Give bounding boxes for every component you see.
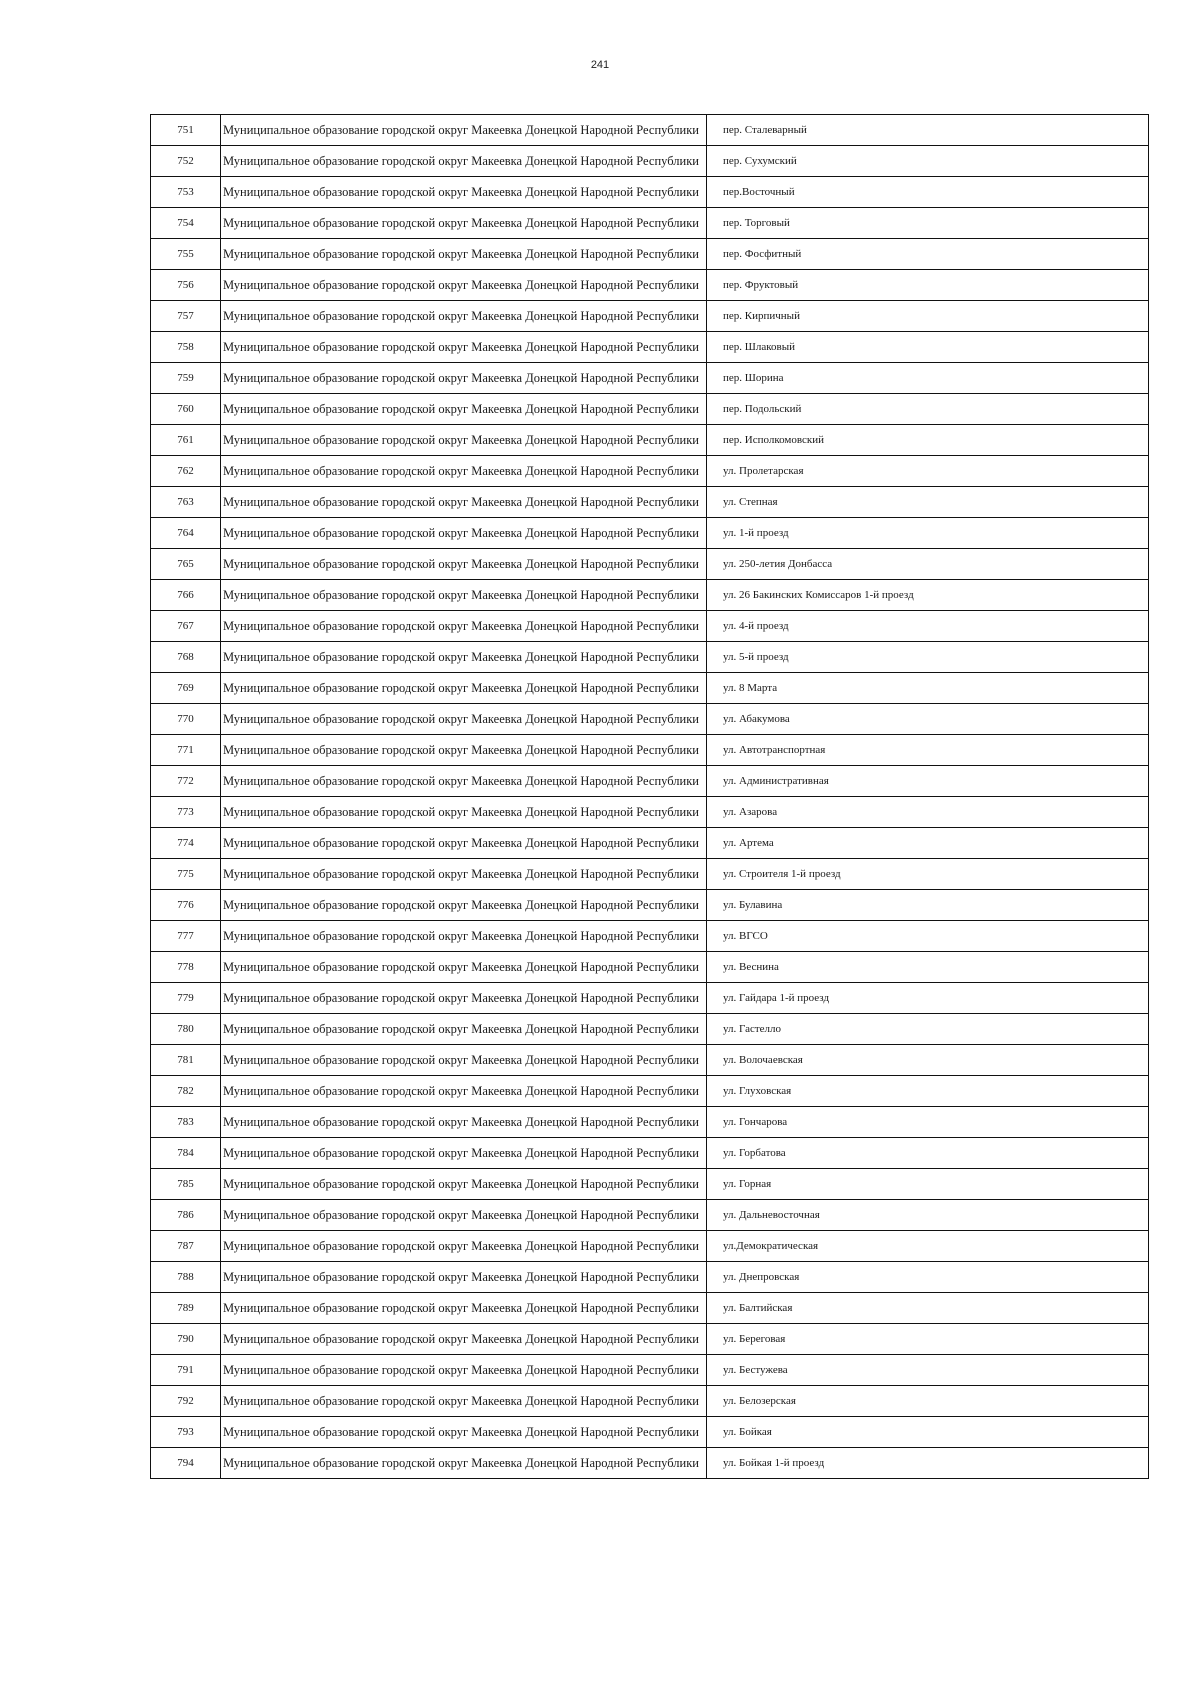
street-name: пер. Сталеварный [707,115,1149,146]
row-number: 778 [151,952,221,983]
table-row [151,828,1149,859]
table-row [151,952,1149,983]
street-name: ул. 5-й проезд [707,642,1149,673]
row-number: 764 [151,518,221,549]
row-number: 786 [151,1200,221,1231]
municipality-name: Муниципальное образование городской округ Макеевка Донецкой Народной Республики [221,456,707,487]
table-row [151,1262,1149,1293]
row-number: 758 [151,332,221,363]
row-number: 784 [151,1138,221,1169]
municipality-name: Муниципальное образование городской округ Макеевка Донецкой Народной Республики [221,828,707,859]
municipality-name: Муниципальное образование городской округ Макеевка Донецкой Народной Республики [221,1076,707,1107]
table-row [151,735,1149,766]
row-number: 780 [151,1014,221,1045]
row-number: 791 [151,1355,221,1386]
row-number: 782 [151,1076,221,1107]
registry-table [150,114,1149,1479]
row-number: 770 [151,704,221,735]
table-row [151,1355,1149,1386]
table-row [151,487,1149,518]
street-name: пер. Кирпичный [707,301,1149,332]
row-number: 781 [151,1045,221,1076]
table-row [151,1293,1149,1324]
municipality-name: Муниципальное образование городской округ Макеевка Донецкой Народной Республики [221,301,707,332]
street-name: ул. 1-й проезд [707,518,1149,549]
street-name: ул. Гайдара 1-й проезд [707,983,1149,1014]
table-row [151,115,1149,146]
row-number: 775 [151,859,221,890]
municipality-name: Муниципальное образование городской округ Макеевка Донецкой Народной Республики [221,1169,707,1200]
street-name: ул. Береговая [707,1324,1149,1355]
street-name: пер. Подольский [707,394,1149,425]
municipality-name: Муниципальное образование городской округ Макеевка Донецкой Народной Республики [221,642,707,673]
row-number: 762 [151,456,221,487]
street-name: ул. Горная [707,1169,1149,1200]
table-row [151,1324,1149,1355]
table-row [151,1448,1149,1479]
row-number: 790 [151,1324,221,1355]
street-name: пер. Фосфитный [707,239,1149,270]
street-name: ул. Днепровская [707,1262,1149,1293]
street-name: ул. Дальневосточная [707,1200,1149,1231]
table-row [151,1138,1149,1169]
municipality-name: Муниципальное образование городской округ Макеевка Донецкой Народной Республики [221,208,707,239]
municipality-name: Муниципальное образование городской округ Макеевка Донецкой Народной Республики [221,146,707,177]
municipality-name: Муниципальное образование городской округ Макеевка Донецкой Народной Республики [221,580,707,611]
table-row [151,177,1149,208]
row-number: 763 [151,487,221,518]
street-name: ул. Автотранспортная [707,735,1149,766]
municipality-name: Муниципальное образование городской округ Макеевка Донецкой Народной Республики [221,1386,707,1417]
municipality-name: Муниципальное образование городской округ Макеевка Донецкой Народной Республики [221,1448,707,1479]
registry-table-body [151,115,1149,1479]
row-number: 752 [151,146,221,177]
table-row [151,1386,1149,1417]
street-name: пер. Шорина [707,363,1149,394]
table-row [151,549,1149,580]
municipality-name: Муниципальное образование городской округ Макеевка Донецкой Народной Республики [221,921,707,952]
row-number: 769 [151,673,221,704]
row-number: 767 [151,611,221,642]
street-name: ул. Артема [707,828,1149,859]
row-number: 776 [151,890,221,921]
street-name: ул. Гончарова [707,1107,1149,1138]
street-name: ул. Административная [707,766,1149,797]
municipality-name: Муниципальное образование городской округ Макеевка Донецкой Народной Республики [221,394,707,425]
street-name: ул. Бойкая [707,1417,1149,1448]
street-name: ул. Булавина [707,890,1149,921]
street-name: ул. 26 Бакинских Комиссаров 1-й проезд [707,580,1149,611]
street-name: ул. Бойкая 1-й проезд [707,1448,1149,1479]
row-number: 751 [151,115,221,146]
row-number: 756 [151,270,221,301]
row-number: 761 [151,425,221,456]
table-row [151,859,1149,890]
table-row [151,642,1149,673]
street-name: пер.Восточный [707,177,1149,208]
street-name: ул. Азарова [707,797,1149,828]
table-row [151,1076,1149,1107]
row-number: 773 [151,797,221,828]
street-name: ул. Строителя 1-й проезд [707,859,1149,890]
table-row [151,1417,1149,1448]
municipality-name: Муниципальное образование городской округ Макеевка Донецкой Народной Республики [221,1417,707,1448]
table-row [151,890,1149,921]
street-name: пер. Шлаковый [707,332,1149,363]
municipality-name: Муниципальное образование городской округ Макеевка Донецкой Народной Республики [221,704,707,735]
municipality-name: Муниципальное образование городской округ Макеевка Донецкой Народной Республики [221,1231,707,1262]
municipality-name: Муниципальное образование городской округ Макеевка Донецкой Народной Республики [221,735,707,766]
row-number: 760 [151,394,221,425]
municipality-name: Муниципальное образование городской округ Макеевка Донецкой Народной Республики [221,1324,707,1355]
table-row [151,797,1149,828]
municipality-name: Муниципальное образование городской округ Макеевка Донецкой Народной Республики [221,239,707,270]
street-name: ул. Белозерская [707,1386,1149,1417]
municipality-name: Муниципальное образование городской округ Макеевка Донецкой Народной Республики [221,177,707,208]
table-row [151,1200,1149,1231]
municipality-name: Муниципальное образование городской округ Макеевка Донецкой Народной Республики [221,363,707,394]
table-row [151,673,1149,704]
table-row [151,921,1149,952]
table-row [151,704,1149,735]
row-number: 794 [151,1448,221,1479]
row-number: 792 [151,1386,221,1417]
row-number: 755 [151,239,221,270]
municipality-name: Муниципальное образование городской округ Макеевка Донецкой Народной Республики [221,549,707,580]
street-name: ул.Демократическая [707,1231,1149,1262]
row-number: 787 [151,1231,221,1262]
municipality-name: Муниципальное образование городской округ Макеевка Донецкой Народной Республики [221,270,707,301]
table-row [151,146,1149,177]
table-row [151,1107,1149,1138]
municipality-name: Муниципальное образование городской округ Макеевка Донецкой Народной Республики [221,518,707,549]
municipality-name: Муниципальное образование городской округ Макеевка Донецкой Народной Республики [221,1138,707,1169]
table-row [151,766,1149,797]
street-name: пер. Торговый [707,208,1149,239]
street-name: ул. Веснина [707,952,1149,983]
street-name: ул. Пролетарская [707,456,1149,487]
street-name: ул. ВГСО [707,921,1149,952]
row-number: 766 [151,580,221,611]
municipality-name: Муниципальное образование городской округ Макеевка Донецкой Народной Республики [221,952,707,983]
street-name: ул. Горбатова [707,1138,1149,1169]
row-number: 789 [151,1293,221,1324]
street-name: ул. Глуховская [707,1076,1149,1107]
street-name: пер. Исполкомовский [707,425,1149,456]
street-name: ул. 250-летия Донбасса [707,549,1149,580]
municipality-name: Муниципальное образование городской округ Макеевка Донецкой Народной Республики [221,673,707,704]
table-row [151,239,1149,270]
municipality-name: Муниципальное образование городской округ Макеевка Донецкой Народной Республики [221,859,707,890]
municipality-name: Муниципальное образование городской округ Макеевка Донецкой Народной Республики [221,1293,707,1324]
table-row [151,1169,1149,1200]
table-row [151,580,1149,611]
municipality-name: Муниципальное образование городской округ Макеевка Донецкой Народной Республики [221,1262,707,1293]
street-name: пер. Фруктовый [707,270,1149,301]
municipality-name: Муниципальное образование городской округ Макеевка Донецкой Народной Республики [221,797,707,828]
row-number: 772 [151,766,221,797]
row-number: 754 [151,208,221,239]
table-row [151,1045,1149,1076]
table-row [151,208,1149,239]
table-row [151,363,1149,394]
table-row [151,270,1149,301]
table-row [151,394,1149,425]
municipality-name: Муниципальное образование городской округ Макеевка Донецкой Народной Республики [221,332,707,363]
municipality-name: Муниципальное образование городской округ Макеевка Донецкой Народной Республики [221,1107,707,1138]
table-row [151,1014,1149,1045]
row-number: 793 [151,1417,221,1448]
table-row [151,425,1149,456]
row-number: 774 [151,828,221,859]
row-number: 771 [151,735,221,766]
municipality-name: Муниципальное образование городской округ Макеевка Донецкой Народной Республики [221,115,707,146]
row-number: 757 [151,301,221,332]
row-number: 785 [151,1169,221,1200]
table-row [151,518,1149,549]
municipality-name: Муниципальное образование городской округ Макеевка Донецкой Народной Республики [221,1355,707,1386]
street-name: ул. 8 Марта [707,673,1149,704]
row-number: 783 [151,1107,221,1138]
street-name: ул. Степная [707,487,1149,518]
page-number: 241 [590,59,610,71]
municipality-name: Муниципальное образование городской округ Макеевка Донецкой Народной Республики [221,890,707,921]
row-number: 777 [151,921,221,952]
table-row [151,983,1149,1014]
table-row [151,611,1149,642]
municipality-name: Муниципальное образование городской округ Макеевка Донецкой Народной Республики [221,1200,707,1231]
table-row [151,301,1149,332]
row-number: 753 [151,177,221,208]
street-name: ул. Волочаевская [707,1045,1149,1076]
table-row [151,456,1149,487]
table-row [151,332,1149,363]
street-name: ул. Абакумова [707,704,1149,735]
street-name: ул. Балтийская [707,1293,1149,1324]
municipality-name: Муниципальное образование городской округ Макеевка Донецкой Народной Республики [221,983,707,1014]
municipality-name: Муниципальное образование городской округ Макеевка Донецкой Народной Республики [221,766,707,797]
table-row [151,1231,1149,1262]
municipality-name: Муниципальное образование городской округ Макеевка Донецкой Народной Республики [221,1045,707,1076]
municipality-name: Муниципальное образование городской округ Макеевка Донецкой Народной Республики [221,1014,707,1045]
municipality-name: Муниципальное образование городской округ Макеевка Донецкой Народной Республики [221,611,707,642]
municipality-name: Муниципальное образование городской округ Макеевка Донецкой Народной Республики [221,425,707,456]
row-number: 768 [151,642,221,673]
row-number: 765 [151,549,221,580]
street-name: ул. 4-й проезд [707,611,1149,642]
municipality-name: Муниципальное образование городской округ Макеевка Донецкой Народной Республики [221,487,707,518]
row-number: 759 [151,363,221,394]
street-name: ул. Гастелло [707,1014,1149,1045]
street-name: пер. Сухумский [707,146,1149,177]
row-number: 779 [151,983,221,1014]
row-number: 788 [151,1262,221,1293]
street-name: ул. Бестужева [707,1355,1149,1386]
